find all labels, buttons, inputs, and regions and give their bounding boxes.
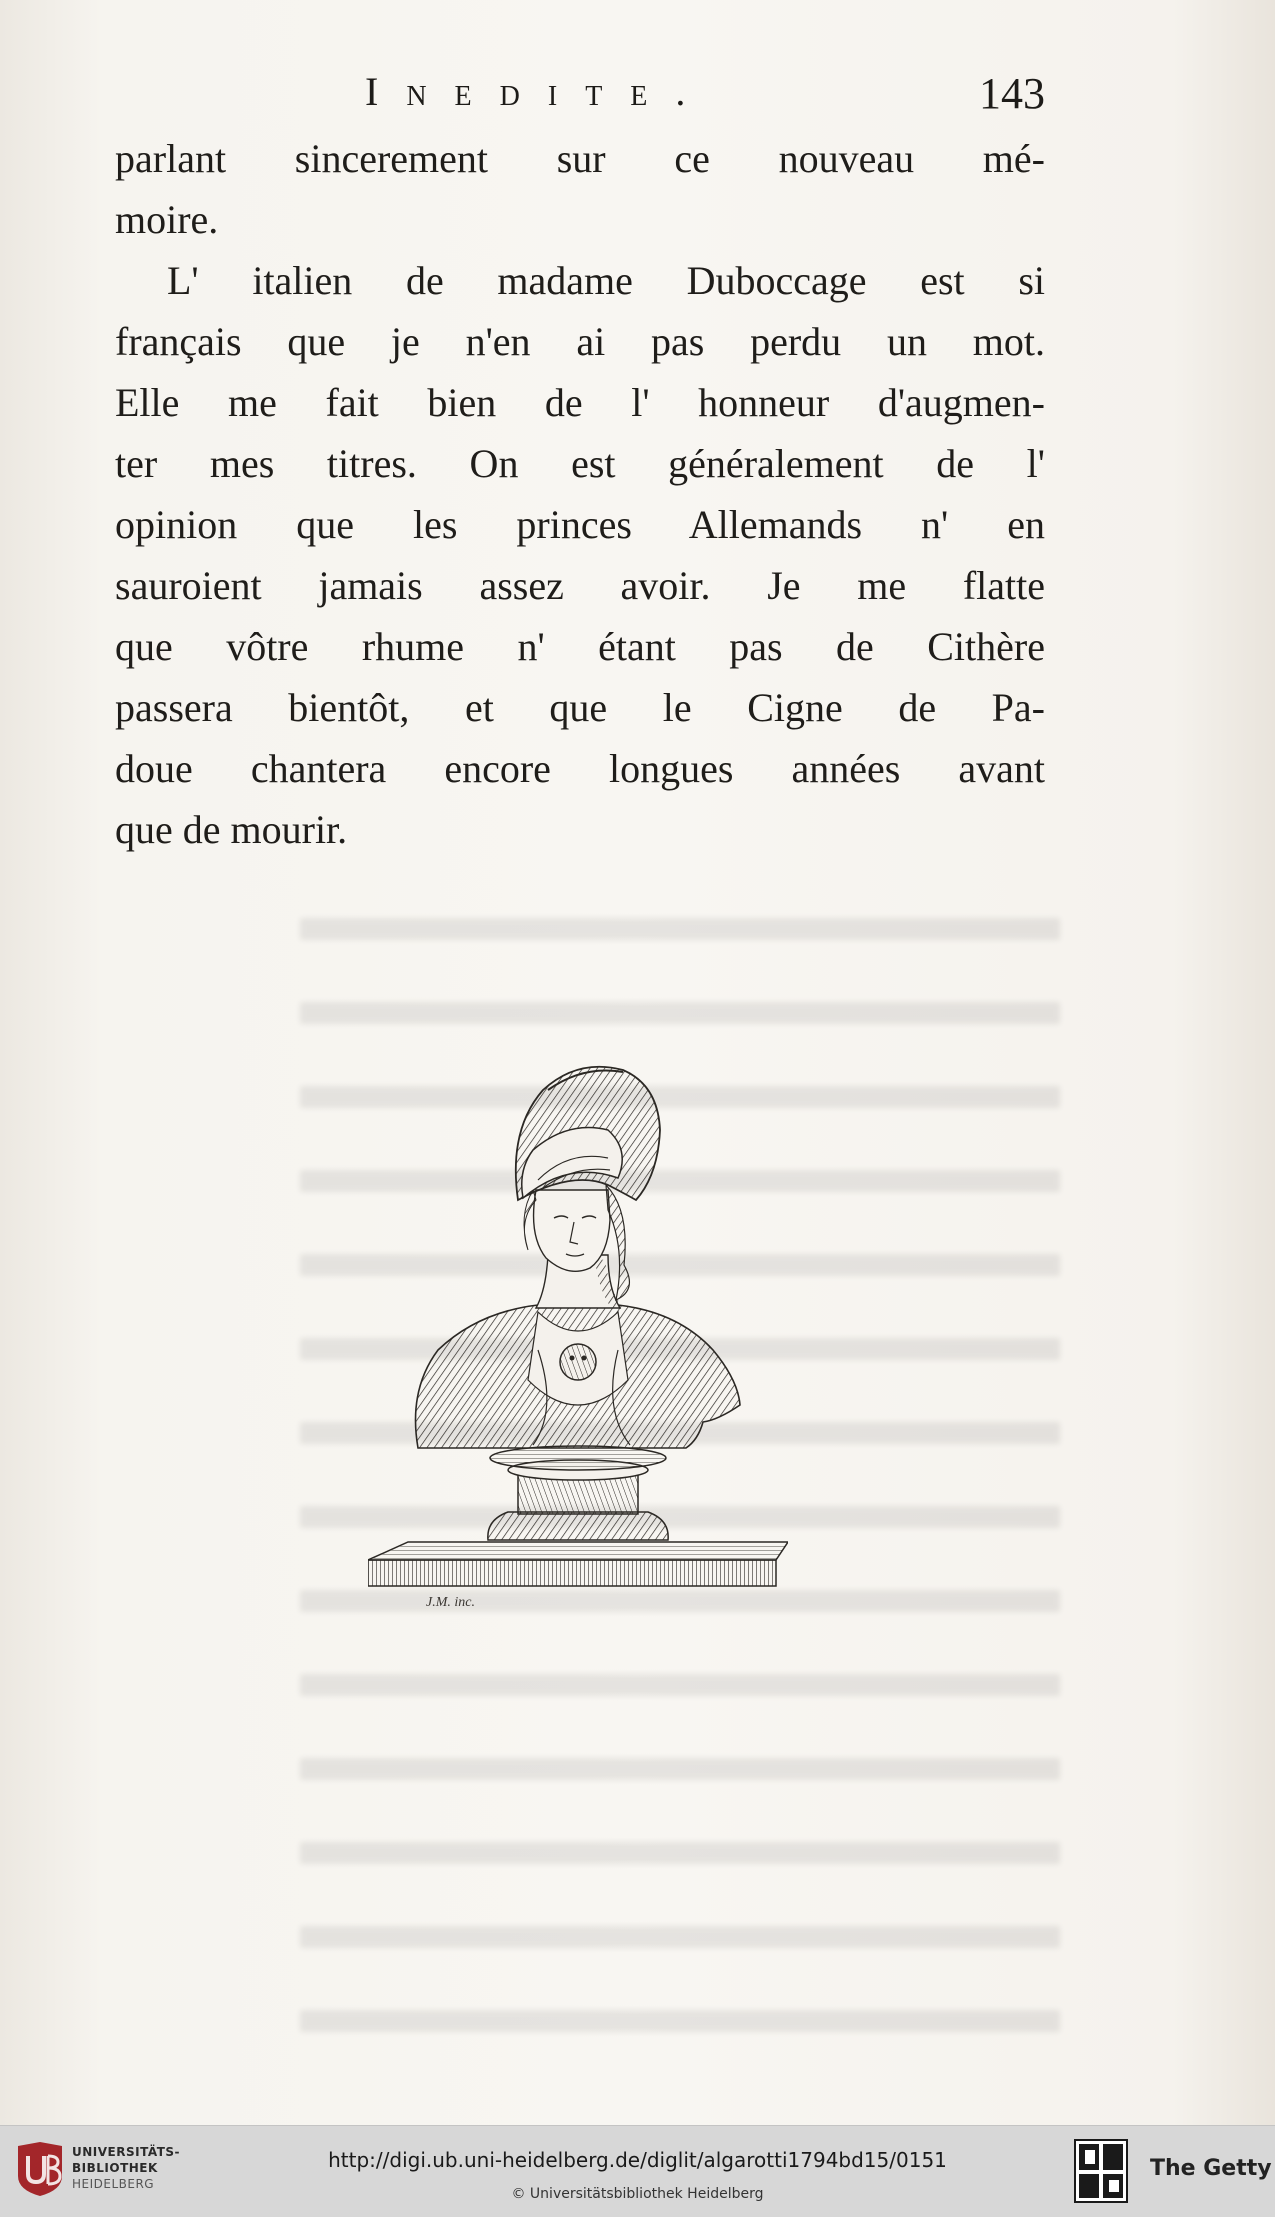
text-line: que vôtre rhume n' étant pas de Cithère — [115, 624, 1045, 669]
running-title: Inedite. — [365, 69, 714, 114]
text-line: moire. — [115, 197, 219, 242]
text-line: sauroient jamais assez avoir. Je me flatte — [115, 563, 1045, 608]
text-line: doue chantera encore longues années avant — [115, 746, 1045, 791]
body-text — [115, 128, 1045, 860]
text-line: parlant sincerement sur ce nouveau mé- — [115, 136, 1045, 181]
engraver-signature: J.M. inc. — [426, 1595, 475, 1610]
minerva-bust-illustration — [368, 1050, 788, 1630]
text-line: opinion que les princes Allemands n' en — [115, 502, 1045, 547]
partner-name: The Getty — [1150, 2156, 1272, 2181]
text-line: passera bientôt, et que le Cigne de Pa- — [115, 685, 1045, 730]
library-name-line: UNIVERSITÄTS- — [72, 2145, 181, 2159]
text-line: que de mourir. — [115, 807, 348, 852]
text-line: ter mes titres. On est généralement de l' — [115, 441, 1045, 486]
running-head — [115, 68, 1045, 128]
text-line: L' italien de madame Duboccage est si — [167, 258, 1045, 303]
text-line: Elle me fait bien de l' honneur d'augmen- — [115, 380, 1045, 425]
digitization-footer — [0, 2125, 1275, 2217]
library-name-line: BIBLIOTHEK — [72, 2161, 158, 2175]
getty-logo-icon — [1073, 2138, 1129, 2204]
permalink-url[interactable]: http://digi.ub.uni-heidelberg.de/diglit/algarotti1794bd15/0151 — [328, 2148, 947, 2172]
text-line: français que je n'en ai pas perdu un mot. — [115, 319, 1045, 364]
copyright-notice: © Universitätsbibliothek Heidelberg — [511, 2186, 764, 2202]
library-name-line: HEIDELBERG — [72, 2177, 155, 2191]
page-number: 143 — [979, 69, 1045, 118]
